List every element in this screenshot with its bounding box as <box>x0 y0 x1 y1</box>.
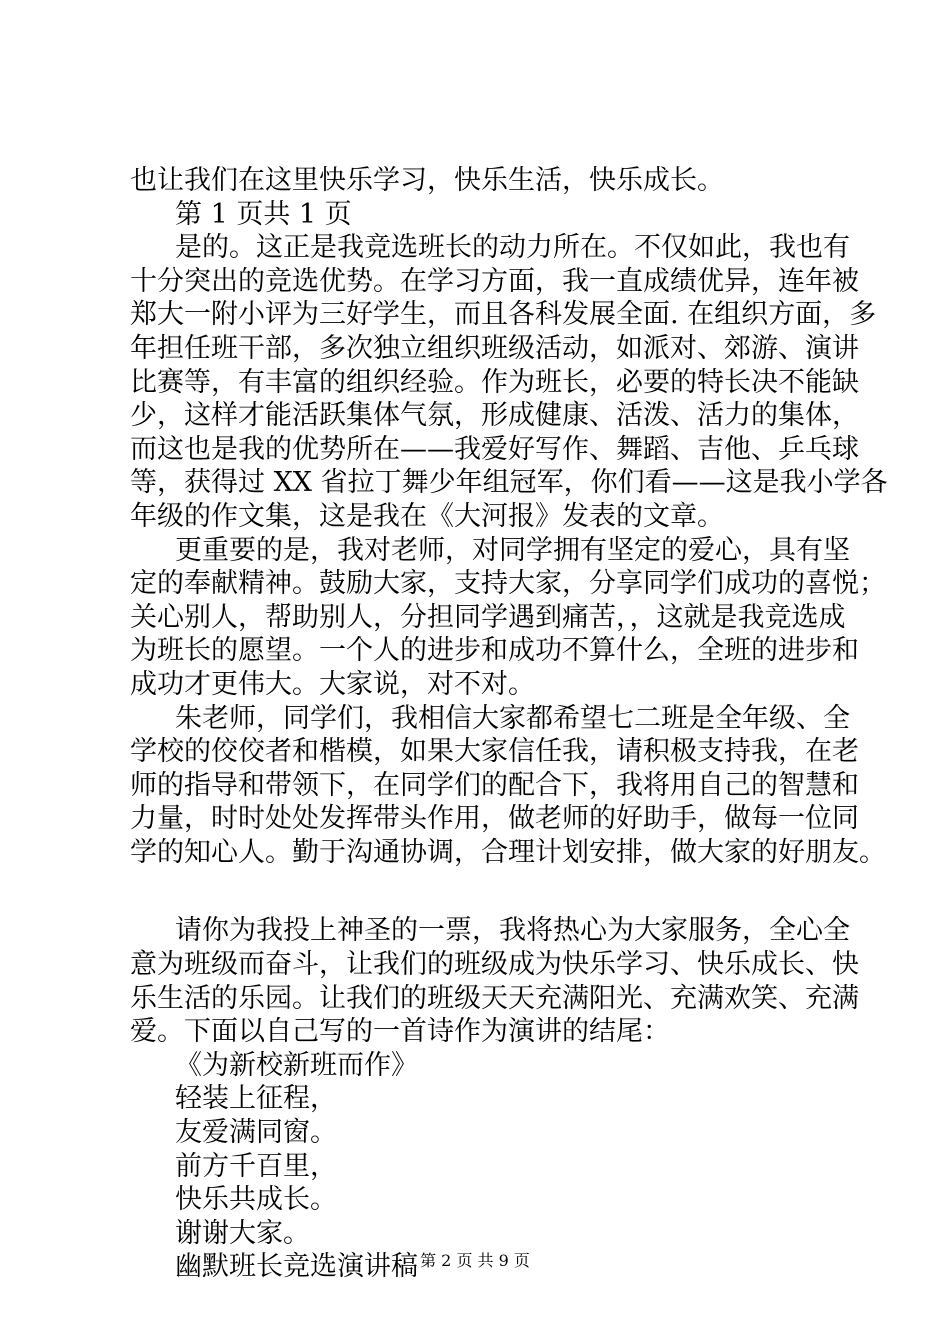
text-line: 第 1 页共 1 页 <box>175 198 352 230</box>
text-line: 学的知心人。勤于沟通协调，合理计划安排，做大家的好朋友。 <box>130 836 886 868</box>
text-line: 乐生活的乐园。让我们的班级天天充满阳光、充满欢笑、充满 <box>130 982 859 1014</box>
paragraph-first-line: 更重要的是，我对老师，对同学拥有坚定的爱心，具有坚 <box>175 534 850 566</box>
text-line: 爱。下面以自己写的一首诗作为演讲的结尾： <box>130 1016 670 1048</box>
document-body <box>130 164 888 1284</box>
text-line: 力量，时时处处发挥带头作用，做老师的好助手，做每一位同 <box>130 803 859 835</box>
text-line: 而这也是我的优势所在——我爱好写作、舞蹈、吉他、乒乓球 <box>130 433 859 465</box>
text-line: 学校的佼佼者和楷模，如果大家信任我，请积极支持我，在老 <box>130 736 859 768</box>
text-line: 定的奉献精神。鼓励大家，支持大家，分享同学们成功的喜悦； <box>130 568 886 600</box>
page-footer: 第 2 页 共 9 页 <box>420 1251 530 1270</box>
poem-line: 轻装上征程， <box>175 1083 337 1115</box>
text-line: 十分突出的竞选优势。在学习方面，我一直成绩优异，连年被 <box>130 265 859 297</box>
next-title: 幽默班长竞选演讲稿 <box>175 1251 418 1283</box>
text-line: 比赛等，有丰富的组织经验。作为班长，必要的特长决不能缺 <box>130 366 859 398</box>
poem-title: 《为新校新班而作》 <box>175 1049 418 1081</box>
poem-line: 友爱满同窗。 <box>175 1117 337 1149</box>
paragraph-first-line: 请你为我投上神圣的一票，我将热心为大家服务，全心全 <box>175 915 850 947</box>
text-line: 年担任班干部，多次独立组织班级活动，如派对、郊游、演讲 <box>130 332 859 364</box>
text-line: 年级的作文集，这是我在《大河报》发表的文章。 <box>130 500 724 532</box>
poem-line: 快乐共成长。 <box>175 1184 337 1216</box>
text-line: 也让我们在这里快乐学习，快乐生活，快乐成长。 <box>130 165 724 196</box>
text-line: 成功才更伟大。大家说，对不对。 <box>130 668 535 700</box>
poem-line: 前方千百里， <box>175 1150 337 1182</box>
text-line: 为班长的愿望。一个人的进步和成功不算什么，全班的进步和 <box>130 635 859 667</box>
text-line: 关心别人，帮助别人，分担同学遇到痛苦，，这就是我竞选成 <box>130 601 846 633</box>
text-line: 等，获得过 XX 省拉丁舞少年组冠军，你们看——这是我小学各 <box>130 467 888 499</box>
paragraph-gap <box>130 869 870 914</box>
paragraph-first-line: 是的。这正是我竞选班长的动力所在。不仅如此，我也有 <box>175 232 850 264</box>
paragraph-first-line: 朱老师，同学们，我相信大家都希望七二班是全年级、全 <box>175 702 850 734</box>
text-line: 师的指导和带领下，在同学们的配合下，我将用自己的智慧和 <box>130 769 859 801</box>
closing-line: 谢谢大家。 <box>175 1217 310 1249</box>
text-line: 少，这样才能活跃集体气氛，形成健康、活泼、活力的集体， <box>130 400 859 432</box>
text-line: 意为班级而奋斗，让我们的班级成为快乐学习、快乐成长、快 <box>130 949 859 981</box>
text-line: 郑大一附小评为三好学生，而且各科发展全面. 在组织方面，多 <box>130 299 877 331</box>
